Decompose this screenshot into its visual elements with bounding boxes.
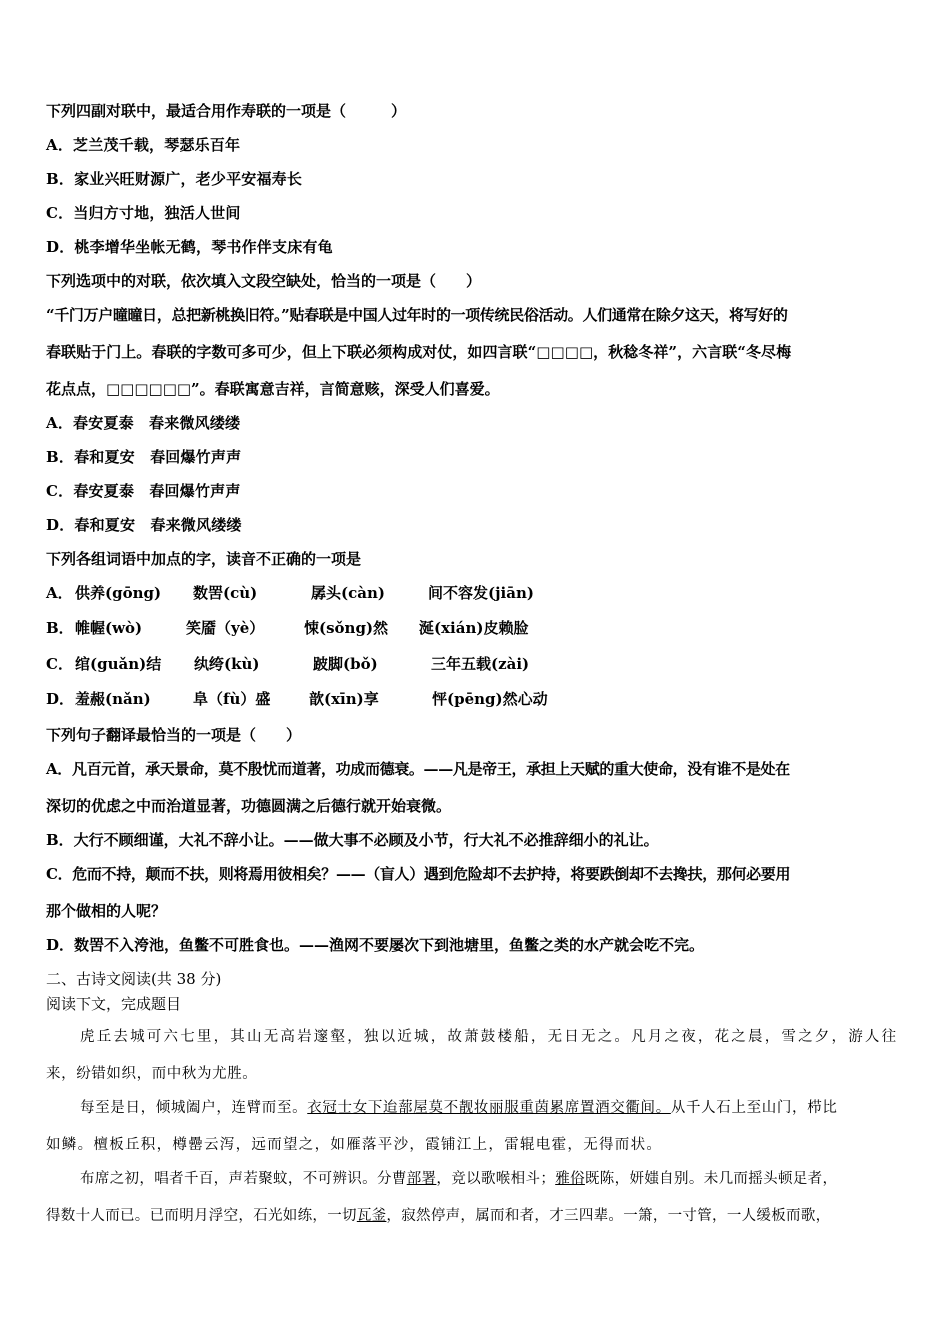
q4-option-c: C．危而不持，颠而不扶，则将焉用彼相矣？——（盲人）遇到危险却不去护持，将要跌倒却不去搀扶，那何必要用 xyxy=(46,865,791,883)
passage-line: 如鳞。檀板丘积，樽罍云泻，远而望之，如雁落平沙，霞铺江上，雷辊电霍，无得而状。 xyxy=(46,1137,663,1153)
q4-option-c-cont: 那个做相的人呢？ xyxy=(46,902,167,920)
q2-stem: 下列选项中的对联，依次填入文段空缺处，恰当的一项是（ ） xyxy=(46,272,482,290)
underlined-sentence: 衣冠士女下迨蔀屋莫不靓妆丽服重茵累席置酒交衢间。 xyxy=(307,1100,671,1116)
word-item: 纨绔(kù) xyxy=(194,655,260,673)
passage-line xyxy=(46,1206,830,1226)
q1-option-b: B．家业兴旺财源广，老少平安福寿长 xyxy=(46,170,303,188)
word-item: 间不容发(jiān) xyxy=(428,584,534,602)
passage-text: 每至是日，倾城阖户，连臂而至。 xyxy=(80,1100,308,1116)
q4-option-d: D．数罟不入洿池，鱼鳖不可胜食也。——渔网不要屡次下到池塘里，鱼鳖之类的水产就会吃不完。 xyxy=(46,936,705,954)
q1-option-a: A．芝兰茂千载，琴瑟乐百年 xyxy=(46,136,241,154)
section-heading: 二、古诗文阅读(共 38 分) xyxy=(46,970,222,988)
passage-text: ，竞以歌喉相斗； xyxy=(436,1171,556,1187)
q2-option-c: C．春安夏泰 春回爆竹声声 xyxy=(46,482,241,500)
underlined-word: 雅俗 xyxy=(555,1171,585,1187)
q3-option-b xyxy=(46,618,906,638)
word-item: 悚(sǒng)然 xyxy=(304,619,389,637)
word-item: 歆(xīn)享 xyxy=(309,690,379,708)
passage-text: 既陈，妍媸自别。未几而摇头顿足者， xyxy=(584,1171,838,1187)
q3-option-a xyxy=(46,583,906,603)
passage-line xyxy=(80,1098,838,1118)
word-item: 供养(gōng) xyxy=(75,584,162,602)
q3-option-d xyxy=(46,689,906,709)
word-item: 阜（fù）盛 xyxy=(193,690,271,708)
q4-stem: 下列句子翻译最恰当的一项是（ ） xyxy=(46,726,302,744)
word-item: 怦(pēng)然心动 xyxy=(432,690,548,708)
q1-stem: 下列四副对联中，最适合用作寿联的一项是（ ） xyxy=(46,102,407,120)
q2-passage-line: 花点点，□□□□□□”。春联寓意吉祥，言简意赅，深受人们喜爱。 xyxy=(46,380,500,398)
option-label: A． xyxy=(46,584,73,602)
reading-instruction: 阅读下文，完成题目 xyxy=(46,995,182,1013)
q1-option-c: C．当归方寸地，独活人世间 xyxy=(46,204,241,222)
underlined-word: 部署 xyxy=(406,1171,437,1187)
word-item: 涎(xián)皮赖脸 xyxy=(419,619,529,637)
q3-option-c xyxy=(46,654,906,674)
q2-passage-line: 春联贴于门上。春联的字数可多可少，但上下联必须构成对仗，如四言联“□□□□，秋稔冬祥”，六言联“冬尽梅 xyxy=(46,343,792,361)
q3-stem: 下列各组词语中加点的字，读音不正确的一项是 xyxy=(46,550,362,568)
word-item: 羞赧(nǎn) xyxy=(75,690,151,708)
passage-text: 布席之初，唱者千百，声若聚蚊，不可辨识。分曹 xyxy=(80,1171,407,1187)
passage-line xyxy=(80,1169,837,1189)
word-item: 三年五载(zài) xyxy=(431,655,530,673)
passage-text: 从千人石上至山门，栉比 xyxy=(670,1100,838,1116)
passage-text: 得数十人而已。已而明月浮空，石光如练，一切 xyxy=(46,1208,357,1224)
word-item: 笑靥（yè） xyxy=(186,619,265,637)
option-label: D． xyxy=(46,690,75,708)
word-item: 跛脚(bǒ) xyxy=(313,655,378,673)
q2-option-d: D．春和夏安 春来微风缕缕 xyxy=(46,516,242,534)
word-item: 孱头(càn) xyxy=(311,584,385,602)
q4-option-a-cont: 深切的优虑之中而治道显著，功德圆满之后德行就开始衰微。 xyxy=(46,797,452,815)
q4-option-b: B．大行不顾细谨，大礼不辞小让。——做大事不必顾及小节，行大礼不必推辞细小的礼让。 xyxy=(46,831,659,849)
q1-option-d: D．桃李增华坐帐无鹤，琴书作伴支床有龟 xyxy=(46,238,333,256)
word-item: 数罟(cù) xyxy=(193,584,258,602)
word-item: 绾(guǎn)结 xyxy=(75,655,162,673)
q2-option-b: B．春和夏安 春回爆竹声声 xyxy=(46,448,242,466)
q4-option-a: A．凡百元首，承天景命，莫不殷忧而道著，功成而德衰。——凡是帝王，承担上天赋的重大使命，没有谁不是处在 xyxy=(46,760,790,778)
underlined-word: 瓦釜 xyxy=(356,1208,387,1224)
option-label: C． xyxy=(46,655,73,673)
passage-text: ，寂然停声，属而和者，才三四辈。一箫，一寸管，一人缓板而歌， xyxy=(386,1208,831,1224)
q2-passage-line: “千门万户曈曈日，总把新桃换旧符。”贴春联是中国人过年时的一项传统民俗活动。人们通常在除夕这天，将写好的 xyxy=(46,306,788,324)
option-label: B． xyxy=(46,619,74,637)
q2-option-a: A．春安夏泰 春来微风缕缕 xyxy=(46,414,241,432)
passage-line: 来，纷错如织，而中秋为尤胜。 xyxy=(46,1066,258,1082)
word-item: 帷幄(wò) xyxy=(75,619,143,637)
passage-line: 虎丘去城可六七里，其山无高岩邃壑，独以近城，故萧鼓楼船，无日无之。凡月之夜，花之晨，雪之夕，游人往 xyxy=(80,1029,899,1045)
